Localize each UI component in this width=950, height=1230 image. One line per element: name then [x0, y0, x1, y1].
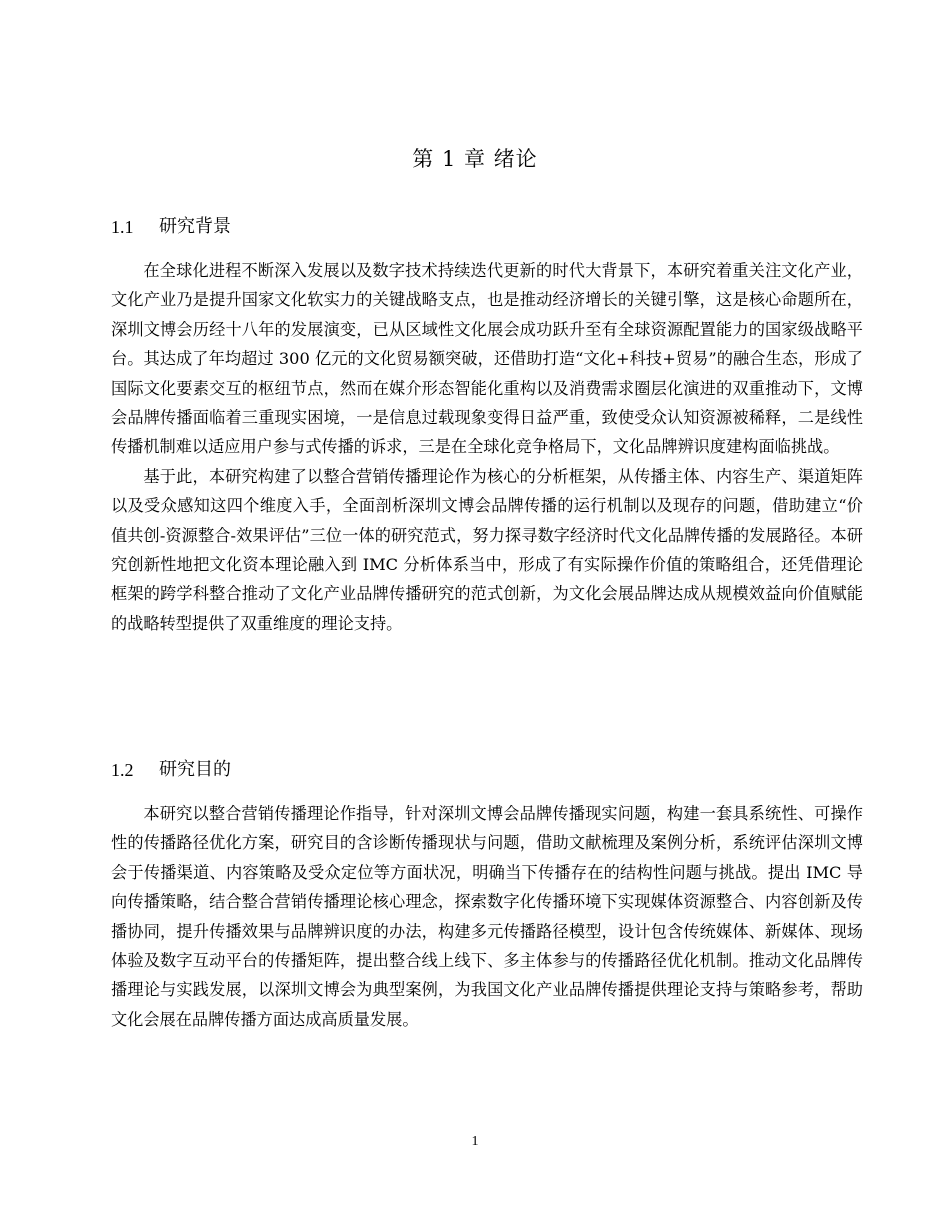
section-body-1-1: [111, 256, 863, 638]
paragraph: 在全球化进程不断深入发展以及数字技术持续迭代更新的时代大背景下，本研究着重关注文化产业，文化产业乃是提升国家文化软实力的关键战略支点，也是推动经济增长的关键引擎，这是核心命题所在，深圳文博会历经十八年的发展演变，已从区域性文化展会成功跃升至有全球资源配置能力的国家级战略平台。其达成了年均超过 300 亿元的文化贸易额突破，还借助打造“文化+科技+贸易”的融合生态，形成了国际文化要素交互的枢纽节点，然而在媒介形态智能化重构以及消费需求圈层化演进的双重推动下，文博会品牌传播面临着三重现实困境，一是信息过载现象变得日益严重，致使受众认知资源被稀释，二是线性传播机制难以适应用户参与式传播的诉求，三是在全球化竞争格局下，文化品牌辨识度建构面临挑战。: [111, 261, 863, 457]
section-heading-1-2: [111, 757, 231, 783]
section-number: 1.2: [111, 760, 134, 780]
section-title: 研究背景: [159, 216, 231, 237]
section-body-1-2: [111, 799, 863, 1034]
page-number: 1: [471, 1134, 479, 1149]
chapter-title: 第 1 章 绪论: [412, 147, 538, 171]
section-number: 1.1: [111, 217, 134, 237]
section-heading-1-1: [111, 214, 231, 240]
paragraph: 本研究以整合营销传播理论作指导，针对深圳文博会品牌传播现实问题，构建一套具系统性、可操作性的传播路径优化方案，研究目的含诊断传播现状与问题，借助文献梳理及案例分析，系统评估深圳文博会于传播渠道、内容策略及受众定位等方面状况，明确当下传播存在的结构性问题与挑战。提出 IMC 导向传播策略，结合整合营销传播理论核心理念，探索数字化传播环境下实现媒体资源整合、内容创新及传播协同，提升传播效果与品牌辨识度的办法，构建多元传播路径模型，设计包含传统媒体、新媒体、现场体验及数字互动平台的传播矩阵，提出整合线上线下、多主体参与的传播路径优化机制。推动文化品牌传播理论与实践发展，以深圳文博会为典型案例，为我国文化产业品牌传播提供理论支持与策略参考，帮助文化会展在品牌传播方面达成高质量发展。: [111, 804, 863, 1029]
section-title: 研究目的: [159, 759, 231, 780]
paragraph: 基于此，本研究构建了以整合营销传播理论作为核心的分析框架，从传播主体、内容生产、渠道矩阵以及受众感知这四个维度入手，全面剖析深圳文博会品牌传播的运行机制以及现存的问题，借助建立“价值共创-资源整合-效果评估”三位一体的研究范式，努力探寻数字经济时代文化品牌传播的发展路径。本研究创新性地把文化资本理论融入到 IMC 分析体系当中，形成了有实际操作价值的策略组合，还凭借理论框架的跨学科整合推动了文化产业品牌传播研究的范式创新，为文化会展品牌达成从规模效益向价值赋能的战略转型提供了双重维度的理论支持。: [111, 466, 863, 633]
